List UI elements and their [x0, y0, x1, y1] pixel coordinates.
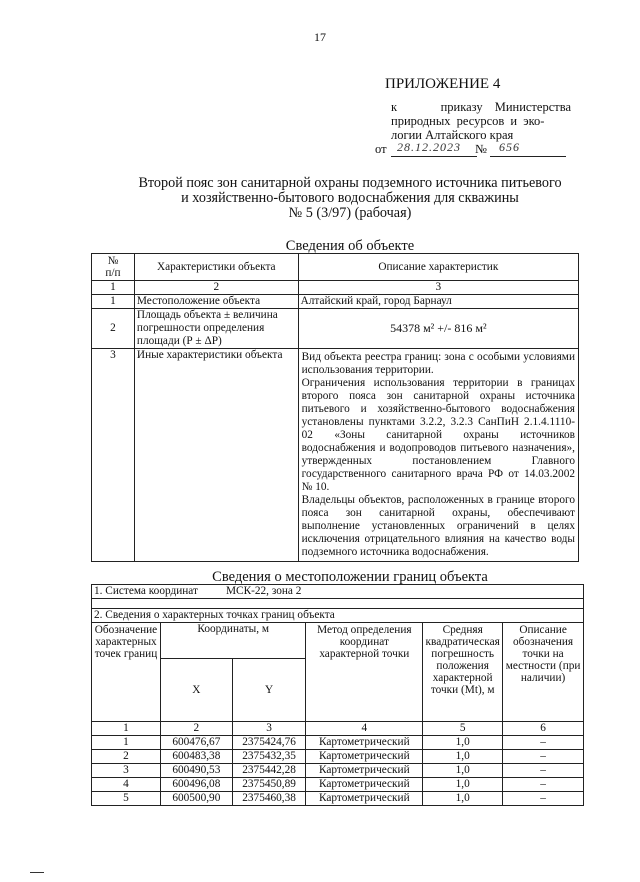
index-cell: 2 — [134, 281, 298, 295]
handwritten-date: 28.12.2023 — [397, 140, 461, 154]
point-method: Картометрический — [306, 778, 423, 792]
object-info-table — [91, 253, 579, 562]
annex-reference — [391, 100, 571, 142]
point-x: 600496,08 — [160, 778, 232, 792]
number-prefix: № — [475, 142, 487, 156]
point-method: Картометрический — [306, 764, 423, 778]
page-footer-mark — [30, 872, 44, 873]
header-number: № п/п — [92, 254, 135, 281]
row-value: Алтайский край, город Барнаул — [298, 295, 578, 309]
value-paragraph: Владельцы объектов, расположенных в границе второго пояса зон санитарной охраны, обеспечивают выполнение установленных ограничений в целях исключения отрицательного влияния на качество воды подземного источника водоснабжения. — [301, 494, 575, 558]
point-x: 600476,67 — [160, 736, 232, 750]
coord-system-row — [92, 585, 584, 599]
point-y: 2375460,38 — [232, 792, 306, 806]
point-id: 1 — [92, 736, 161, 750]
index-cell: 6 — [503, 722, 584, 736]
row-value — [298, 349, 578, 562]
index-cell: 5 — [423, 722, 503, 736]
table-row — [92, 764, 584, 778]
table-row — [92, 349, 579, 562]
point-description: – — [503, 764, 584, 778]
point-id: 5 — [92, 792, 161, 806]
table-row — [92, 750, 584, 764]
point-error: 1,0 — [423, 778, 503, 792]
annex-line3: логии Алтайского края — [391, 128, 514, 142]
document-title-line3: № 5 (3/97) (рабочая) — [288, 205, 412, 221]
boundary-info-table — [91, 584, 584, 806]
point-error: 1,0 — [423, 792, 503, 806]
header-characteristic: Характеристики объекта — [134, 254, 298, 281]
row-name: Площадь объекта ± величина погрешности определения площади (Р ± ΔР) — [134, 309, 298, 349]
document-title-line1: Второй пояс зон санитарной охраны подземного источника питьевого — [138, 175, 562, 191]
point-y: 2375442,28 — [232, 764, 306, 778]
object-info-heading: Сведения об объекте — [285, 238, 415, 254]
point-id: 3 — [92, 764, 161, 778]
table-row — [92, 792, 584, 806]
annex-line1: приказу Министерства — [440, 100, 571, 114]
index-cell: 4 — [306, 722, 423, 736]
annex-title: ПРИЛОЖЕНИЕ 4 — [385, 76, 501, 92]
object-table-index-row — [92, 281, 579, 295]
point-description: – — [503, 778, 584, 792]
table-row — [92, 778, 584, 792]
header-coordinates: Координаты, м — [160, 623, 306, 659]
point-description: – — [503, 736, 584, 750]
spacer-row — [92, 599, 584, 609]
index-cell: 1 — [92, 281, 135, 295]
boundary-index-row — [92, 722, 584, 736]
annex-line2: природных ресурсов и эко- — [391, 114, 545, 128]
table-row — [92, 736, 584, 750]
document-title — [80, 176, 620, 221]
row-number: 2 — [92, 309, 135, 349]
point-x: 600500,90 — [160, 792, 232, 806]
point-description: – — [503, 792, 584, 806]
value-paragraph: Вид объекта реестра границ: зона с особыми условиями использования территории. — [301, 351, 575, 376]
index-cell: 3 — [232, 722, 306, 736]
table-row — [92, 295, 579, 309]
index-cell: 1 — [92, 722, 161, 736]
point-x: 600483,38 — [160, 750, 232, 764]
point-y: 2375432,35 — [232, 750, 306, 764]
header-description: Описание характеристик — [298, 254, 578, 281]
point-y: 2375424,76 — [232, 736, 306, 750]
point-description: – — [503, 750, 584, 764]
value-paragraph: Ограничения использования территории в границах второго пояса зон санитарной охраны источника питьевого и хозяйственно-бытового водоснабжения установлены пунктами 3.2.2, 3.2.3 СанПиН 2.1.4.1110-02 «Зоны санитарной охраны источников водоснабжения и водопроводов питьевого назначения», утвержденных постановлением Главного государственного санитарного врача РФ от 14.03.2002 № 10. — [301, 377, 575, 493]
point-id: 4 — [92, 778, 161, 792]
point-method: Картометрический — [306, 792, 423, 806]
coord-system-value: МСК-22, зона 2 — [226, 585, 302, 597]
annex-date-number — [375, 142, 575, 158]
table-row — [92, 309, 579, 349]
row-number: 3 — [92, 349, 135, 562]
point-method: Картометрический — [306, 750, 423, 764]
point-method: Картометрический — [306, 736, 423, 750]
row-name: Местоположение объекта — [134, 295, 298, 309]
point-error: 1,0 — [423, 736, 503, 750]
row-value: 54378 м² +/- 816 м² — [298, 309, 578, 349]
row-number: 1 — [92, 295, 135, 309]
point-id: 2 — [92, 750, 161, 764]
index-cell: 2 — [160, 722, 232, 736]
header-point-description: Описание обозначения точки на местности (при наличии) — [503, 623, 584, 722]
annex-k: к — [391, 100, 398, 114]
boundary-info-heading: Сведения о местоположении границ объекта — [212, 569, 488, 585]
header-method: Метод определения координат характерной точки — [306, 623, 423, 722]
boundary-header-row — [92, 623, 584, 659]
point-x: 600490,53 — [160, 764, 232, 778]
document-title-line2: и хозяйственно-бытового водоснабжения для скважины — [181, 190, 519, 206]
header-x: X — [160, 659, 232, 722]
row-name: Иные характеристики объекта — [134, 349, 298, 562]
points-label-row — [92, 609, 584, 623]
header-error: Средняя квадратическая погрешность положения характерной точки (Mt), м — [423, 623, 503, 722]
object-table-header — [92, 254, 579, 281]
handwritten-number: 656 — [499, 140, 520, 154]
header-point-designation: Обозначение характерных точек границ — [92, 623, 161, 722]
page-number: 17 — [314, 30, 326, 44]
point-error: 1,0 — [423, 750, 503, 764]
point-error: 1,0 — [423, 764, 503, 778]
header-y: Y — [232, 659, 306, 722]
point-y: 2375450,89 — [232, 778, 306, 792]
index-cell: 3 — [298, 281, 578, 295]
points-label: 2. Сведения о характерных точках границ объекта — [92, 609, 584, 623]
date-prefix: от — [375, 142, 387, 156]
coord-system — [92, 585, 584, 599]
coord-system-label: 1. Система координат — [94, 585, 198, 597]
